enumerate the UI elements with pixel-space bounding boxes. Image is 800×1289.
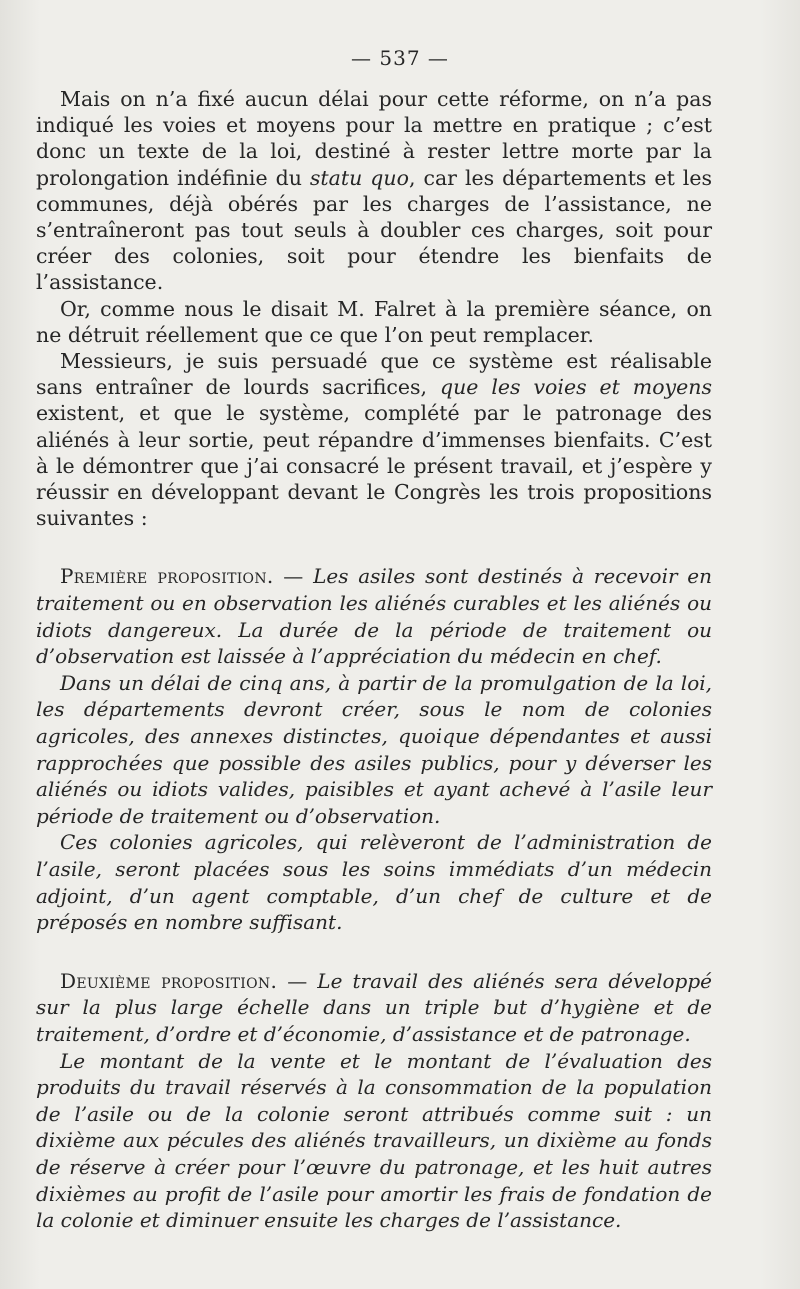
- text-run: Messieurs, je suis persuadé que ce système est réalisable sans entraîner de lourds sacrifices,: [36, 349, 712, 400]
- proposition-2-paragraph-1: Le montant de la vente et le montant de l’évaluation des produits du travail réservés à la consommation de la population de l’asile ou de la colonie seront attribués comme suit : un dixième aux pécules des aliénés travailleurs, un dixième au fonds de réserve à créer pour l’œuvre du patronage, et les huit autres dixièmes au profit de l’asile pour amortir les frais de fondation de la colonie et diminuer ensuite les charges de l’assistance.: [36, 1048, 712, 1233]
- text-run: , car les départements et les communes, déjà obérés par les charges de l’assistance, ne s’entraîneront pas tout seuls à doubler ces charges, soit pour créer des colonies, soit pour étendre les bienfaits de l’assistance.: [36, 165, 712, 295]
- text-run: Or, comme nous le disait M. Falret à la première séance, on ne détruit réellement que ce que l’on peut remplacer.: [36, 296, 712, 347]
- dash: —: [273, 564, 314, 589]
- text-run: existent, et que le système, complété par le patronage des aliénés à leur sortie, peut répandre d’immenses bienfaits. C’est à le démontrer que j’ai consacré le présent travail, et j’espère y réussir en développant devant le Congrès les trois propositions suivantes :: [36, 401, 712, 531]
- text-run: Mais on n’a fixé aucun délai pour cette réforme, on n’a pas indiqué les voies et moyens pour la mettre en pratique ; c’est donc un texte de la loi, destiné à rester lettre morte par la prolongation indéfinie du: [36, 87, 712, 190]
- intro-paragraph-1: [36, 86, 712, 296]
- proposition-1-lead: [36, 563, 712, 669]
- proposition-text: Les asiles sont destinés à recevoir en traitement ou en observation les aliénés curables et les aliénés ou idiots dangereux. La durée de la période de traitement ou d’observation est laissée à l’appréciation du médecin en chef.: [36, 564, 713, 669]
- proposition-2-lead: [36, 968, 712, 1048]
- italic-phrase: que les voies et moyens: [439, 375, 712, 400]
- proposition-1-paragraph-2: Ces colonies agricoles, qui relèveront de l’administration de l’asile, seront placées sous les soins immédiats d’un médecin adjoint, d’un agent comptable, d’un chef de culture et de préposés en nombre suffisant.: [36, 830, 712, 935]
- dash: —: [277, 968, 318, 993]
- proposition-label: Première proposition.: [60, 564, 274, 589]
- proposition-text: Le travail des aliénés sera développé sur la plus large échelle dans un triple but d’hygiène et de traitement, d’ordre et d’économie, d’assistance et de patronage.: [36, 968, 712, 1046]
- proposition-label: Deuxième proposition.: [60, 968, 278, 993]
- italic-phrase: statu quo: [309, 165, 409, 190]
- intro-paragraph-2: [36, 296, 712, 348]
- intro-paragraph-3: [36, 348, 712, 531]
- page-body: [36, 86, 712, 1234]
- proposition-1-paragraph-1: Dans un délai de cinq ans, à partir de la promulgation de la loi, les départements devront créer, sous le nom de colonies agricoles, des annexes distinctes, quoique dépendantes et aussi rapprochées que possible des asiles publics, pour y déverser les aliénés ou idiots valides, paisibles et ayant achevé à l’asile leur période de traitement ou d’observation.: [36, 670, 712, 828]
- page-number: — 537 —: [351, 46, 449, 70]
